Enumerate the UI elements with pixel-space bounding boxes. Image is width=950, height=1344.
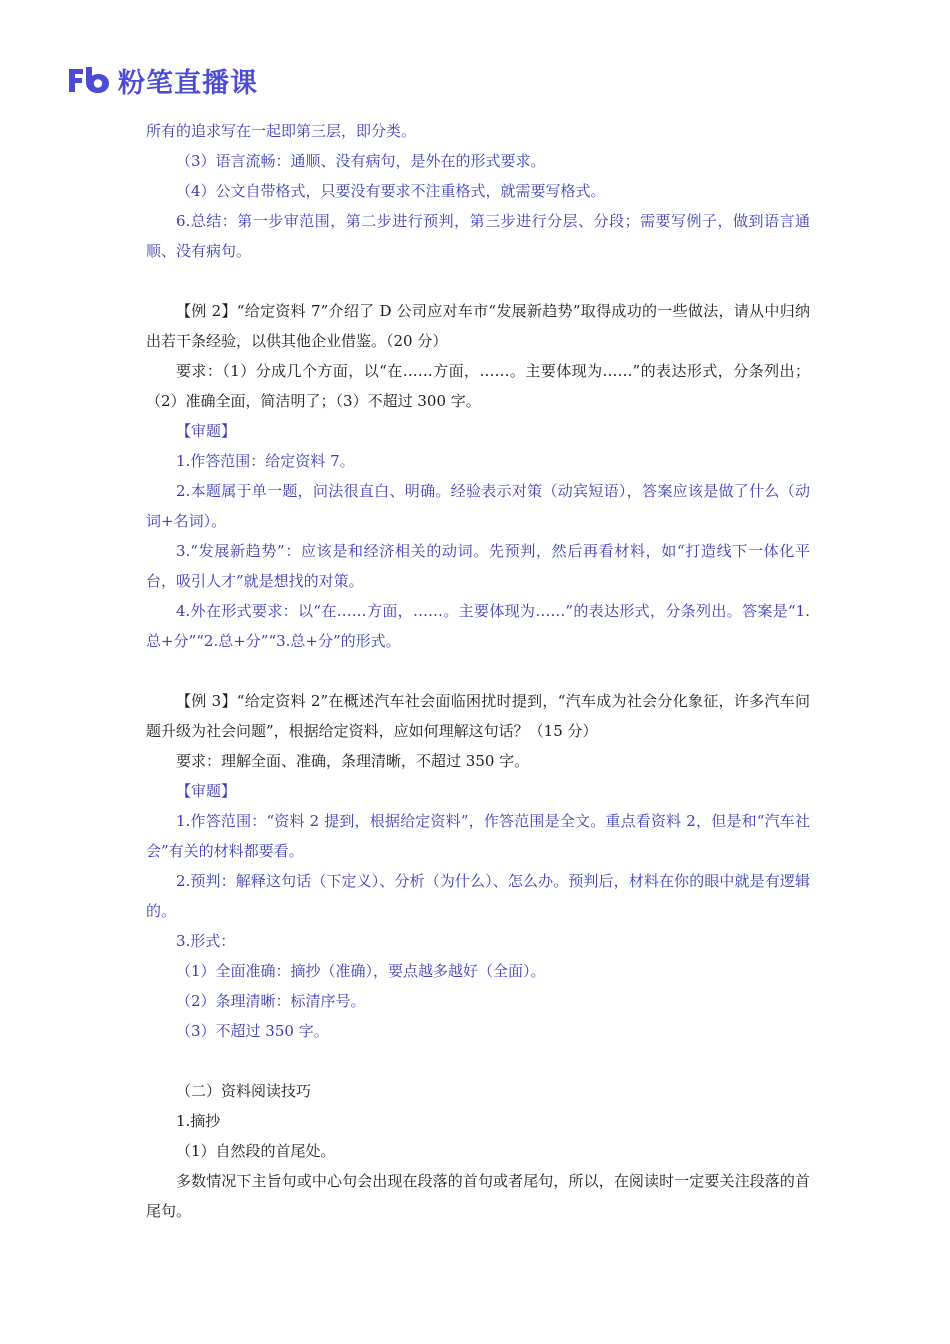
spacer xyxy=(146,656,810,686)
section-label-review: 【审题】 xyxy=(176,422,237,440)
fb-logo-icon xyxy=(66,65,112,95)
paragraph: （2）条理清晰：标清序号。 xyxy=(176,992,366,1010)
paragraph: （3）不超过 350 字。 xyxy=(176,1022,329,1040)
paragraph: （3）语言流畅：通顺、没有病句，是外在的形式要求。 xyxy=(176,152,546,170)
example-2-requirements: 要求：（1）分成几个方面，以“在……方面，……。主要体现为……”的表达形式，分条列出；（2）准确全面，简洁明了；（3）不超过 300 字。 xyxy=(146,362,810,410)
paragraph: （4）公文自带格式，只要没有要求不注重格式，就需要写格式。 xyxy=(176,182,606,200)
paragraph: 所有的追求写在一起即第三层，即分类。 xyxy=(146,122,417,140)
example-3-question: 【例 3】“给定资料 2”在概述汽车社会面临困扰时提到，“汽车成为社会分化象征，许多汽车问题升级为社会问题”，根据给定资料，应如何理解这句话？（15 分） xyxy=(146,692,810,740)
paragraph: 2.本题属于单一题，问法很直白、明确。经验表示对策（动宾短语），答案应该是做了什么（动词+名词）。 xyxy=(146,482,810,530)
paragraph: 1.作答范围：“资料 2 提到，根据给定资料”，作答范围是全文。重点看资料 2，但是和“汽车社会”有关的材料都要看。 xyxy=(146,812,810,860)
paragraph: 6.总结：第一步审范围，第二步进行预判，第三步进行分层、分段；需要写例子，做到语言通顺、没有病句。 xyxy=(146,212,810,260)
spacer xyxy=(146,1046,810,1076)
paragraph: 3.形式： xyxy=(176,932,236,950)
paragraph: 4.外在形式要求：以“在……方面，……。主要体现为……”的表达形式，分条列出。答案是“1.总+分”“2.总+分”“3.总+分”的形式。 xyxy=(146,602,810,650)
paragraph: （1）自然段的首尾处。 xyxy=(176,1142,336,1160)
paragraph: 3.“发展新趋势”：应该是和经济相关的动词。先预判，然后再看材料，如“打造线下一体化平台，吸引人才”就是想找的对策。 xyxy=(146,542,810,590)
brand-logo xyxy=(66,60,258,100)
brand-name: 粉笔直播课 xyxy=(118,67,258,99)
document-body xyxy=(146,116,810,1226)
example-2-question: 【例 2】“给定资料 7”介绍了 D 公司应对车市“发展新趋势”取得成功的一些做法，请从中归纳出若干条经验，以供其他企业借鉴。（20 分） xyxy=(146,302,810,350)
paragraph: 1.作答范围：给定资料 7。 xyxy=(176,452,355,470)
spacer xyxy=(146,266,810,296)
section-label-review: 【审题】 xyxy=(176,782,237,800)
paragraph: 2.预判：解释这句话（下定义）、分析（为什么）、怎么办。预判后，材料在你的眼中就是有逻辑的。 xyxy=(146,872,810,920)
section-heading: （二）资料阅读技巧 xyxy=(176,1082,312,1100)
example-3-requirements: 要求：理解全面、准确，条理清晰，不超过 350 字。 xyxy=(176,752,530,770)
paragraph: 多数情况下主旨句或中心句会出现在段落的首句或者尾句，所以，在阅读时一定要关注段落的首尾句。 xyxy=(146,1172,810,1220)
subsection-heading: 1.摘抄 xyxy=(176,1112,221,1130)
paragraph: （1）全面准确：摘抄（准确），要点越多越好（全面）。 xyxy=(176,962,546,980)
